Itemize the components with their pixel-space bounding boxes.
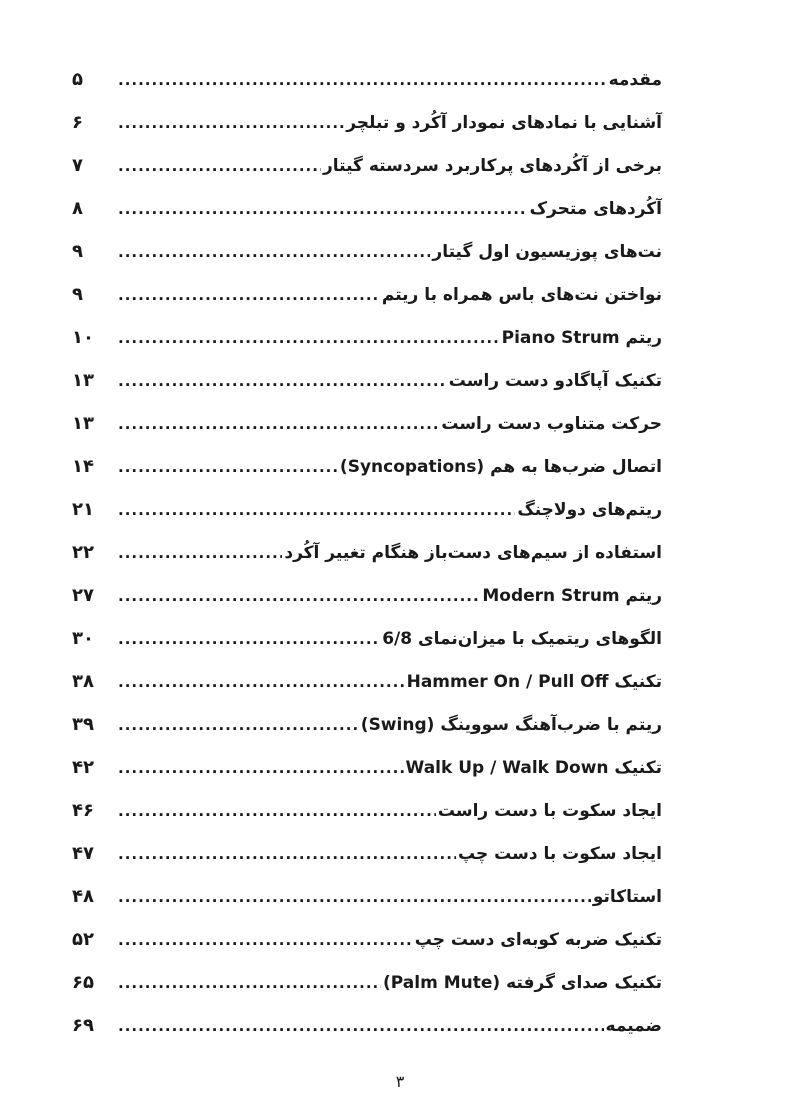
toc-entry [72,277,662,320]
toc-entry [72,449,662,492]
toc-page: ۴۸ [72,886,94,907]
toc-title: ریتم‌های دولاچنگ [517,500,662,520]
toc-entry [72,320,662,363]
toc-title: ریتم Modern Strum [482,586,662,606]
toc-title: آشنایی با نمادهای نمودار آکُرد و تبلچر [346,113,662,133]
toc-title: تکنیک Hammer On / Pull Off [406,672,662,692]
dot-leader [118,277,380,313]
toc-page: ۷ [72,155,83,176]
toc-entry [72,62,662,105]
dot-leader [118,1008,604,1044]
dot-leader [118,922,413,958]
toc-entry [72,363,662,406]
dot-leader [118,62,607,98]
toc-entry [72,664,662,707]
dot-leader [118,621,380,657]
toc-page: ۲۷ [72,585,94,606]
page-number: ۳ [395,1072,405,1091]
toc-page: ۶۹ [72,1015,94,1036]
toc-page: ۳۰ [72,628,94,649]
dot-leader [118,535,282,571]
toc-entry [72,621,662,664]
toc-entry [72,836,662,879]
toc-page: ۱۳ [72,413,94,434]
dot-leader [118,879,591,915]
dot-leader [118,664,405,700]
toc-page: ۲۲ [72,542,94,563]
toc-page: ۳۹ [72,714,94,735]
toc-title: حرکت متناوب دست راست [441,414,662,434]
dot-leader [118,148,321,184]
toc-page: ۹ [72,241,83,262]
toc-entry [72,234,662,277]
toc-title: آکُردهای متحرک [529,199,662,219]
toc-page: ۵ [72,69,83,90]
toc-entry [72,492,662,535]
toc-page: ۸ [72,198,83,219]
toc-entry [72,1008,662,1051]
toc-title: استفاده از سیم‌های دست‌باز هنگام تغییر آکُرد [284,543,662,563]
toc-entry [72,191,662,234]
dot-leader [118,492,515,528]
toc-title: ریتم Piano Strum [501,328,662,348]
dot-leader [118,320,500,356]
toc-title: تکنیک آپاگادو دست راست [448,371,662,391]
toc-title: مقدمه [608,70,662,90]
toc-page: ۴۷ [72,843,94,864]
toc-page: ۴۲ [72,757,94,778]
toc-page: ۴۶ [72,800,94,821]
toc-page: ۱۰ [72,327,94,348]
dot-leader [118,707,359,743]
toc-page: ۱۳ [72,370,94,391]
toc-title: تکنیک Walk Up / Walk Down [405,758,662,778]
toc-page: ۳۸ [72,671,94,692]
toc-title: نت‌های پوزیسیون اول گیتار [432,242,662,262]
dot-leader [118,105,344,141]
toc-title: استاکاتو [592,887,662,907]
dot-leader [118,578,480,614]
toc-title: ایجاد سکوت با دست چپ [457,844,662,864]
dot-leader [118,234,430,270]
toc-entry [72,922,662,965]
toc-page: ۵۲ [72,929,94,950]
dot-leader [118,363,447,399]
toc-entry [72,750,662,793]
toc-title: نواختن نت‌های باس همراه با ریتم [381,285,662,305]
toc-title: ریتم با ضرب‌آهنگ سووینگ (Swing) [360,715,662,735]
toc-page: ۱۴ [72,456,94,477]
toc-title: ایجاد سکوت با دست راست [437,801,662,821]
table-of-contents [72,62,662,1051]
dot-leader [118,406,439,442]
toc-page: ۹ [72,284,83,305]
toc-page: ۶ [72,112,83,133]
toc-entry [72,879,662,922]
toc-title: اتصال ضرب‌ها به هم (Syncopations) [339,457,662,477]
toc-title: الگوهای ریتمیک با میزان‌نمای 6/8 [382,629,662,649]
dot-leader [118,965,381,1001]
toc-entry [72,578,662,621]
dot-leader [118,191,528,227]
dot-leader [118,836,456,872]
toc-page: ۲۱ [72,499,94,520]
toc-title: تکنیک صدای گرفته (Palm Mute) [383,973,662,993]
toc-entry [72,148,662,191]
toc-entry [72,406,662,449]
dot-leader [118,793,436,829]
toc-page: ۶۵ [72,972,94,993]
toc-title: تکنیک ضربه کوبه‌ای دست چپ [414,930,662,950]
toc-title: ضمیمه [605,1016,662,1036]
toc-entry [72,793,662,836]
toc-title: برخی از آکُردهای پرکاربرد سردسته گیتار [323,156,662,176]
toc-entry [72,707,662,750]
toc-entry [72,105,662,148]
toc-entry [72,965,662,1008]
dot-leader [118,449,338,485]
toc-entry [72,535,662,578]
dot-leader [118,750,404,786]
